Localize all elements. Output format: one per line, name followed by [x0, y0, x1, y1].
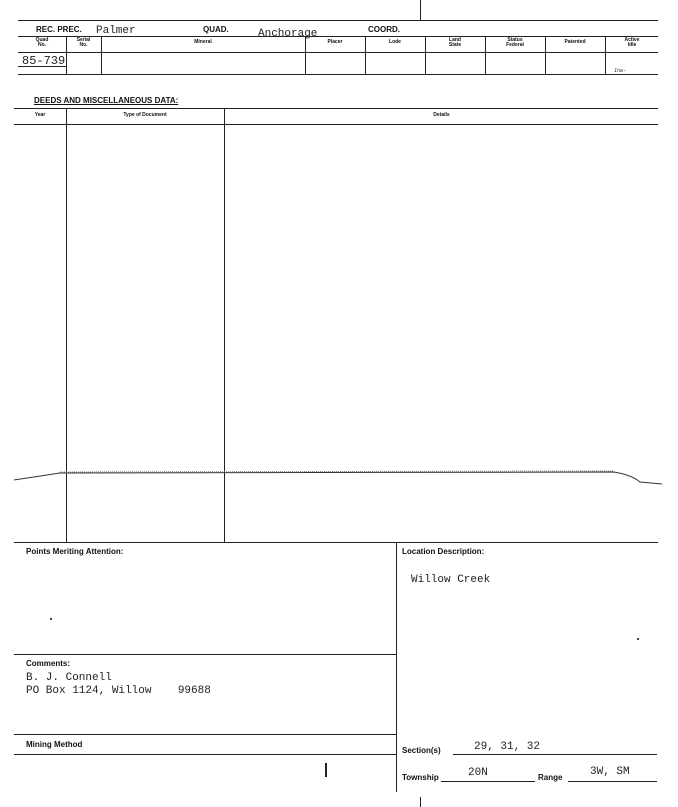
col-quad-no: Quad No. [35, 37, 49, 48]
claim-table-top-rule [18, 36, 658, 37]
col-placer: Placer [327, 39, 343, 45]
header-top-rule [18, 20, 658, 21]
sections-underline [453, 754, 657, 755]
bottom-tick [420, 797, 421, 807]
deeds-col-type: Type of Document [123, 112, 167, 118]
deeds-header-rule [14, 124, 658, 125]
location-label: Location Description: [402, 547, 485, 556]
top-tick [420, 0, 421, 20]
pen-mark [325, 763, 327, 777]
comments-line-2: PO Box 1124, Willow 99688 [26, 685, 211, 697]
comments-line-1: B. J. Connell [26, 672, 112, 684]
coord-label: COORD. [368, 25, 400, 34]
col-serial-no: Serial No. [76, 37, 91, 48]
claim-table-header-rule [18, 52, 658, 53]
deeds-top-rule [14, 108, 658, 109]
deeds-col-year: Year [34, 112, 46, 118]
deeds-section-title: DEEDS AND MISCELLANEOUS DATA: [34, 96, 179, 105]
col-mineral: Mineral [194, 39, 212, 45]
active-idle-mark: Ina- [614, 68, 627, 74]
speck [637, 638, 639, 640]
quad-label: QUAD. [203, 25, 229, 34]
speck [50, 618, 52, 620]
range-underline [568, 781, 657, 782]
col-status-federal: Status Federal [506, 37, 524, 48]
mining-label: Mining Method [26, 740, 83, 749]
claim-table-bottom-rule [18, 74, 658, 75]
location-value: Willow Creek [411, 574, 491, 586]
township-underline [441, 781, 535, 782]
range-label: Range [538, 773, 563, 782]
quad-value: Anchorage [258, 28, 318, 40]
township-value: 20N [468, 767, 488, 779]
range-value: 3W, SM [590, 766, 630, 778]
comments-label: Comments: [26, 659, 71, 668]
quad-no-underline [18, 66, 66, 67]
rec-prec-label: REC. PREC. [36, 25, 82, 34]
mining-top-rule [14, 734, 396, 735]
sections-label: Section(s) [402, 746, 441, 755]
col-land-state: Land State [448, 37, 462, 48]
deeds-bottom-rule [14, 542, 658, 543]
township-label: Township [402, 773, 439, 782]
sections-value: 29, 31, 32 [474, 741, 541, 753]
lower-col-divider [396, 542, 397, 792]
points-label: Points Meriting Attention: [26, 547, 124, 556]
quad-no-value: 85-739 [22, 54, 66, 68]
deeds-col-details: Details [433, 112, 450, 118]
mining-bottom-rule [14, 754, 396, 755]
fold-line [0, 462, 678, 492]
col-patented: Patented [564, 39, 586, 45]
col-lode: Lode [389, 39, 401, 45]
rec-prec-value: Palmer [96, 25, 136, 37]
col-active-idle: Active Idle [624, 37, 640, 48]
comments-top-rule [14, 654, 396, 655]
